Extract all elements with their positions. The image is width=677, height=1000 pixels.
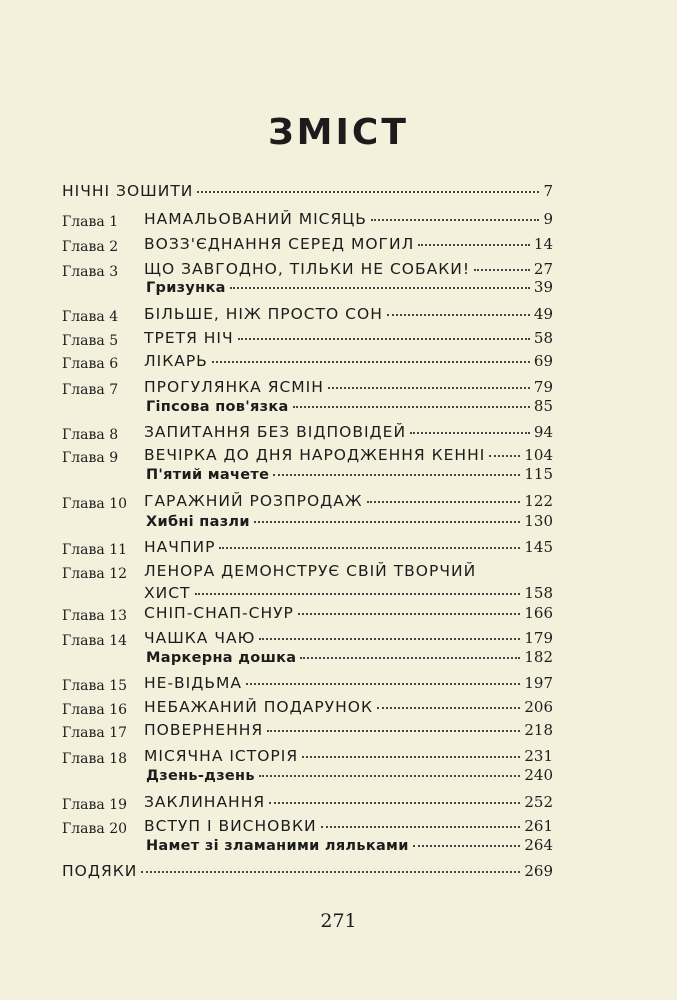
toc-line	[144, 260, 553, 278]
dot-leader	[410, 431, 530, 434]
toc-entry	[0, 698, 677, 722]
toc-line	[144, 423, 553, 441]
page-ref: 79	[533, 378, 553, 396]
toc-line	[144, 305, 553, 323]
toc-line	[146, 512, 553, 530]
chapter-title: ТРЕТЯ НІЧ	[144, 329, 234, 347]
toc-line	[144, 629, 553, 647]
section-title: Маркерна дошка	[146, 650, 297, 666]
toc-line	[146, 648, 553, 666]
toc-line	[144, 492, 553, 510]
toc-line	[146, 397, 553, 415]
page-ref: 122	[524, 492, 553, 510]
chapter-title: НІЧНІ ЗОШИТИ	[62, 182, 194, 200]
chapter-label: Глава 3	[62, 264, 119, 280]
dot-leader	[377, 706, 520, 709]
page-ref: 94	[533, 423, 553, 441]
toc-entry	[0, 235, 677, 259]
page-ref: 69	[533, 352, 553, 370]
page-ref: 261	[524, 817, 553, 835]
chapter-label: Глава 18	[62, 751, 128, 767]
toc-entry	[0, 562, 677, 602]
toc-line	[144, 538, 553, 556]
chapter-label: Глава 16	[62, 702, 128, 718]
toc-line	[146, 465, 553, 483]
toc-entry	[0, 538, 677, 562]
page-ref: 9	[543, 210, 553, 228]
section-title: Дзень-дзень	[146, 768, 255, 784]
chapter-title: НАЧПИР	[144, 538, 216, 556]
toc-line	[144, 235, 553, 253]
chapter-label: Глава 15	[62, 678, 128, 694]
dot-leader	[474, 268, 530, 271]
chapter-label: Глава 10	[62, 496, 128, 512]
toc-entry	[0, 604, 677, 628]
chapter-title: НЕ-ВІДЬМА	[144, 674, 242, 692]
page-ref: 218	[524, 721, 553, 739]
toc-entry	[0, 278, 677, 302]
page-ref: 115	[524, 465, 553, 483]
toc-line	[146, 766, 553, 784]
toc-entry	[0, 465, 677, 489]
page-ref: 14	[533, 235, 553, 253]
chapter-title: ВОЗЗ'ЄДНАННЯ СЕРЕД МОГИЛ	[144, 235, 415, 253]
section-title: Намет зі зламаними ляльками	[146, 838, 409, 854]
dot-leader	[219, 546, 520, 549]
toc-line	[144, 584, 553, 602]
chapter-label: Глава 4	[62, 309, 119, 325]
chapter-label: Глава 1	[62, 214, 119, 230]
toc-entry	[0, 862, 677, 886]
dot-leader	[269, 801, 520, 804]
page-ref: 58	[533, 329, 553, 347]
toc-entry	[0, 210, 677, 234]
page-ref: 166	[524, 604, 553, 622]
chapter-label: Глава 19	[62, 797, 128, 813]
toc-line	[144, 721, 553, 739]
page-ref: 182	[524, 648, 553, 666]
chapter-title: МІСЯЧНА ІСТОРІЯ	[144, 747, 299, 765]
chapter-label: Глава 14	[62, 633, 128, 649]
chapter-title: ЩО ЗАВГОДНО, ТІЛЬКИ НЕ СОБАКИ!	[144, 260, 471, 278]
chapter-label: Глава 2	[62, 239, 119, 255]
chapter-label: Глава 12	[62, 566, 128, 582]
toc-line	[62, 182, 553, 200]
dot-leader	[321, 825, 521, 828]
toc-entry	[0, 329, 677, 353]
page-ref: 197	[524, 674, 553, 692]
chapter-label: Глава 17	[62, 725, 128, 741]
dot-leader	[413, 844, 521, 847]
toc-line	[144, 446, 553, 464]
dot-leader	[246, 682, 520, 685]
dot-leader	[302, 755, 520, 758]
toc-line	[146, 836, 553, 854]
dot-leader	[418, 243, 530, 246]
toc-line	[144, 817, 553, 835]
chapter-title: ПОДЯКИ	[62, 862, 138, 880]
page-number: 271	[320, 910, 357, 932]
toc-entry	[0, 397, 677, 421]
page-ref: 231	[524, 747, 553, 765]
chapter-title: ЛЕНОРА ДЕМОНСТРУЄ СВІЙ ТВОРЧИЙ	[144, 562, 477, 580]
dot-leader	[367, 500, 521, 503]
chapter-title: ЗАКЛИНАННЯ	[144, 793, 266, 811]
toc-entry	[0, 352, 677, 376]
toc-line	[144, 698, 553, 716]
toc-entry	[0, 423, 677, 447]
chapter-label: Глава 13	[62, 608, 128, 624]
toc-line	[144, 793, 553, 811]
page-ref: 39	[533, 278, 553, 296]
page-ref: 179	[524, 629, 553, 647]
dot-leader	[273, 473, 520, 476]
dot-leader	[259, 637, 520, 640]
chapter-title: ГАРАЖНИЙ РОЗПРОДАЖ	[144, 492, 363, 510]
dot-leader	[267, 729, 520, 732]
page-ref: 269	[524, 862, 553, 880]
page-ref: 130	[524, 512, 553, 530]
dot-leader	[298, 612, 520, 615]
dot-leader	[212, 360, 530, 363]
toc-line	[144, 674, 553, 692]
dot-leader	[141, 870, 520, 873]
section-title: П'ятий мачете	[146, 467, 270, 483]
section-title: Гризунка	[146, 280, 226, 296]
dot-leader	[254, 520, 521, 523]
dot-leader	[387, 313, 530, 316]
chapter-label: Глава 9	[62, 450, 119, 466]
toc-line	[144, 352, 553, 370]
toc-entry	[0, 674, 677, 698]
chapter-title: ВЕЧІРКА ДО ДНЯ НАРОДЖЕННЯ КЕННІ	[144, 446, 486, 464]
page-ref: 85	[533, 397, 553, 415]
chapter-title: ЛІКАРЬ	[144, 352, 208, 370]
dot-leader	[300, 656, 520, 659]
toc-line	[144, 210, 553, 228]
toc-entry	[0, 766, 677, 790]
dot-leader	[293, 405, 530, 408]
page-ref: 49	[533, 305, 553, 323]
toc-entry	[0, 721, 677, 745]
toc-line	[144, 747, 553, 765]
toc-entry	[0, 793, 677, 817]
dot-leader	[230, 286, 530, 289]
toc-entry	[0, 512, 677, 536]
chapter-label: Глава 6	[62, 356, 119, 372]
toc-line	[146, 278, 553, 296]
chapter-title: ПОВЕРНЕННЯ	[144, 721, 264, 739]
section-title: Гіпсова пов'язка	[146, 399, 289, 415]
chapter-title: ХИСТ	[144, 584, 191, 602]
chapter-label: Глава 7	[62, 382, 119, 398]
chapter-title: ПРОГУЛЯНКА ЯСМІН	[144, 378, 324, 396]
toc-line	[144, 329, 553, 347]
chapter-title: НЕБАЖАНИЙ ПОДАРУНОК	[144, 698, 373, 716]
chapter-title: БІЛЬШЕ, НІЖ ПРОСТО СОН	[144, 305, 383, 323]
toc-entry	[0, 182, 677, 206]
page-title: ЗМІСТ	[268, 112, 409, 153]
page-ref: 252	[524, 793, 553, 811]
toc-entry	[0, 648, 677, 672]
page-ref: 206	[524, 698, 553, 716]
toc-line	[144, 378, 553, 396]
page-ref: 158	[524, 584, 553, 602]
toc-entry	[0, 836, 677, 860]
section-title: Хибні пазли	[146, 514, 250, 530]
chapter-title: НАМАЛЬОВАНИЙ МІСЯЦЬ	[144, 210, 367, 228]
chapter-label: Глава 20	[62, 821, 128, 837]
page-ref: 104	[524, 446, 553, 464]
chapter-label: Глава 5	[62, 333, 119, 349]
dot-leader	[489, 454, 520, 457]
page-ref: 27	[533, 260, 553, 278]
toc-line	[62, 862, 553, 880]
chapter-title: ЗАПИТАННЯ БЕЗ ВІДПОВІДЕЙ	[144, 423, 407, 441]
chapter-title: СНІП-СНАП-СНУР	[144, 604, 294, 622]
dot-leader	[259, 774, 521, 777]
page-ref: 7	[543, 182, 553, 200]
dot-leader	[197, 190, 539, 193]
page-ref: 145	[524, 538, 553, 556]
dot-leader	[238, 337, 530, 340]
dot-leader	[195, 592, 521, 595]
chapter-label: Глава 8	[62, 427, 119, 443]
chapter-title: ЧАШКА ЧАЮ	[144, 629, 256, 647]
page-ref: 264	[524, 836, 553, 854]
page-ref: 240	[524, 766, 553, 784]
dot-leader	[371, 218, 540, 221]
dot-leader	[328, 386, 530, 389]
toc-line	[144, 604, 553, 622]
toc-entry	[0, 305, 677, 329]
chapter-label: Глава 11	[62, 542, 128, 558]
chapter-title: ВСТУП І ВИСНОВКИ	[144, 817, 317, 835]
